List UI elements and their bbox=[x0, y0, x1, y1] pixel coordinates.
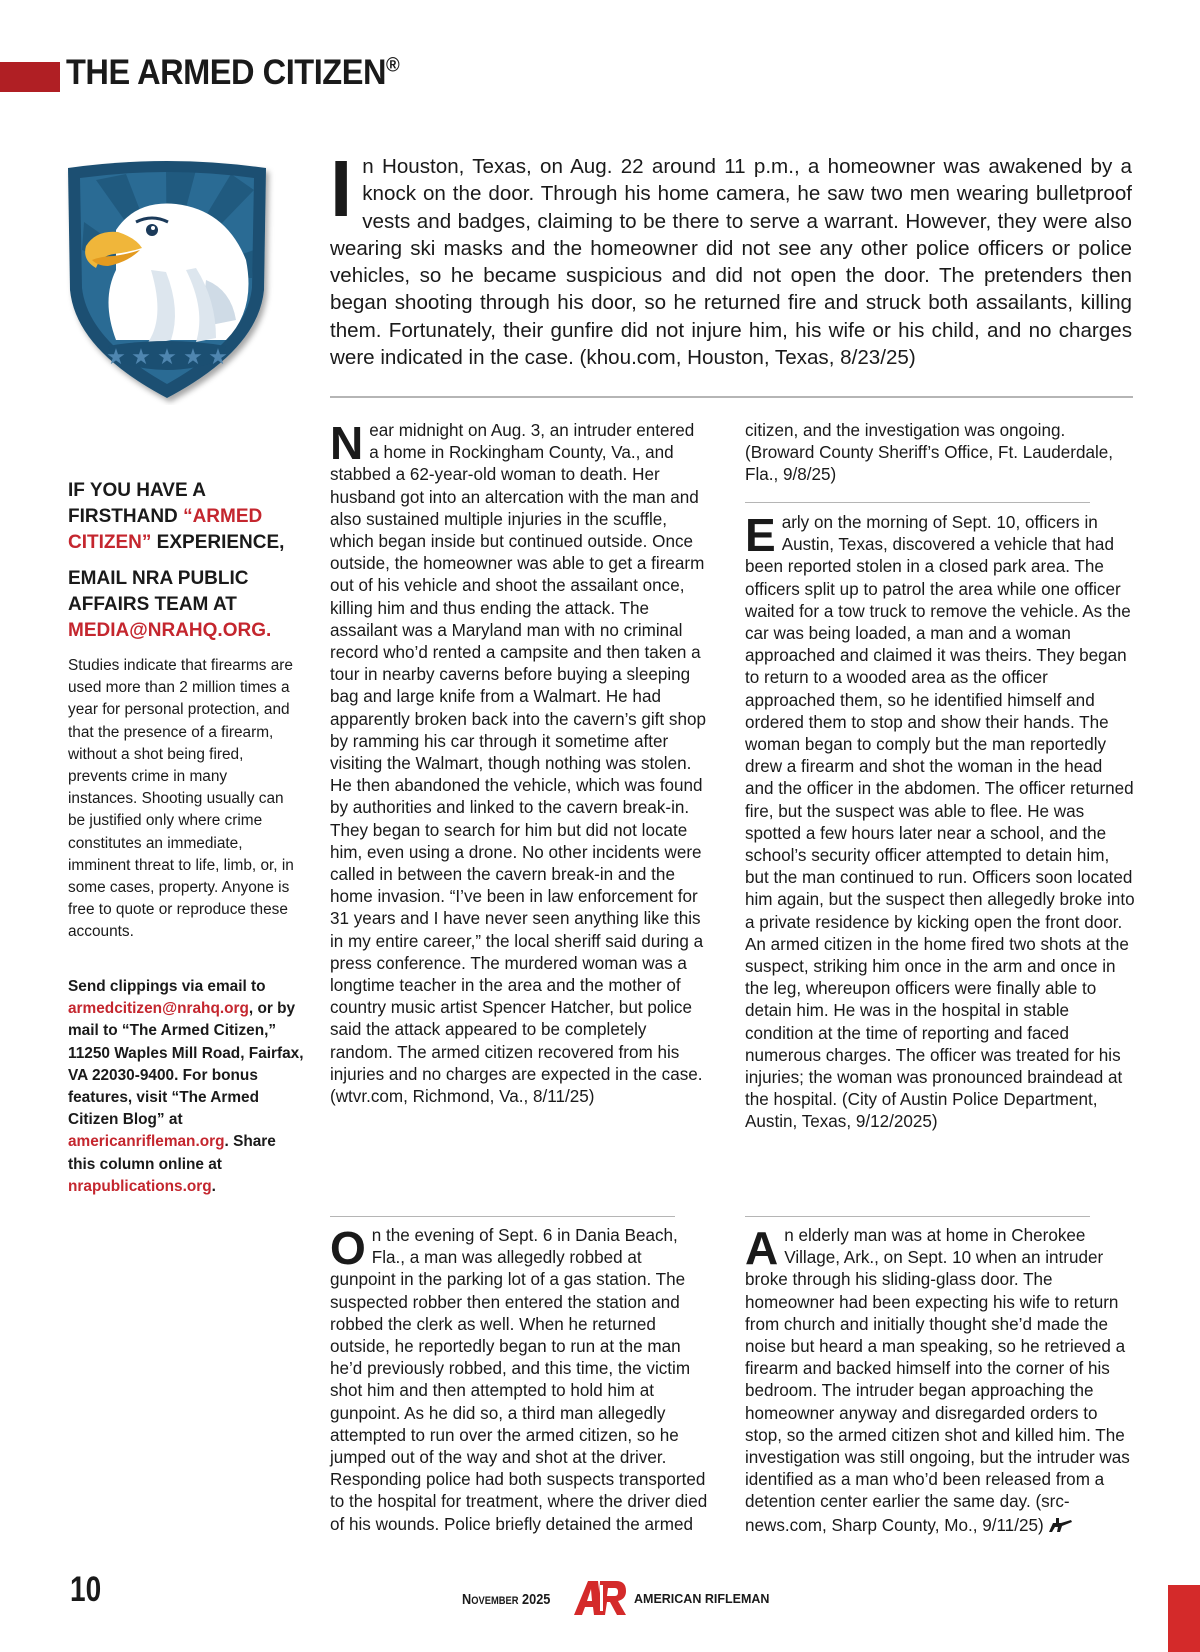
rifleman-end-mark-icon bbox=[1047, 1514, 1073, 1534]
story-dania-beach-continued: citizen, and the investigation was ongoing. (Broward County Sheriff’s Office, Ft. Lauderdale, Fla., 9/8/25) bbox=[745, 421, 1114, 485]
cta-text: EXPERIENCE, bbox=[151, 532, 285, 553]
cta-text: IF YOU HAVE A FIRSTHAND bbox=[68, 480, 206, 527]
americanrifleman-link[interactable]: americanrifleman.org bbox=[68, 1133, 225, 1151]
media-email-link[interactable]: MEDIA@NRAHQ.ORG. bbox=[68, 620, 272, 641]
footer-magazine-name: AMERICAN RIFLEMAN bbox=[634, 1592, 770, 1606]
lead-story bbox=[330, 144, 1132, 371]
page-title: THE ARMED CITIZEN® bbox=[66, 53, 400, 92]
divider bbox=[330, 1216, 675, 1217]
lead-story-text: n Houston, Texas, on Aug. 22 around 11 p.m., a homeowner was awakened by a knock on the door. Through his home camera, he saw two men wearing bulletproof vests and badges, claiming to be there to serve a warrant. However, they were also wearing ski masks and the homeowner did not see any other police officers or police vehicles, so he became suspicious and did not open the door. The pretenders then began shooting through his door, so he returned fire and struck both assailants, killing them. Fortunately, their gunfire did not injure him, his wife or his child, and no charges were indicated in the case. (khou.com, Houston, Texas, 8/23/25) bbox=[330, 155, 1132, 370]
cta-highlight: “ARMED CITIZEN” bbox=[68, 506, 263, 553]
drop-cap: O bbox=[330, 1222, 366, 1274]
page-number: 10 bbox=[70, 1570, 102, 1609]
divider bbox=[745, 502, 1090, 503]
cta-text: EMAIL NRA PUBLIC AFFAIRS TEAM AT bbox=[68, 568, 249, 615]
sidebar-call-to-action bbox=[68, 478, 304, 654]
drop-cap: I bbox=[330, 144, 353, 233]
drop-cap: E bbox=[745, 509, 776, 561]
drop-cap: A bbox=[745, 1222, 779, 1274]
corner-accent-bar bbox=[1168, 1585, 1200, 1652]
svg-text:★: ★ bbox=[183, 345, 203, 370]
divider bbox=[745, 1216, 1090, 1217]
sidebar-disclaimer: Studies indicate that firearms are used more than 2 million times a year for personal protection, and that the presence of a firearm, without a shot being fired, prevents crime in many instances. Shooting usually can be justified only where crime constitutes an immediate, imminent threat to life, limb, or, in some cases, property. Anyone is free to quote or reproduce these accounts. bbox=[68, 657, 294, 941]
nrapublications-link[interactable]: nrapublications.org bbox=[68, 1177, 212, 1195]
svg-text:★: ★ bbox=[131, 345, 151, 370]
eagle-shield-icon bbox=[56, 160, 278, 405]
story-cherokee-village bbox=[745, 1222, 1135, 1537]
story-austin bbox=[745, 509, 1135, 1134]
sidebar-contact: Send clippings via email to armedcitizen@nrahq.org, or by mail to “The Armed Citizen,” 11250 Waples Mill Road, Fairfax, VA 22030-9400. For bonus features, visit “The Armed Citizen Blog” at americanrifleman.org. Share this column online at nrapublications.org. bbox=[68, 978, 304, 1195]
svg-text:★: ★ bbox=[208, 345, 228, 370]
footer-issue-date: November 2025 bbox=[462, 1591, 551, 1608]
svg-text:★: ★ bbox=[157, 345, 177, 370]
armedcitizen-email-link[interactable]: armedcitizen@nrahq.org bbox=[68, 1000, 249, 1018]
story-dania-beach bbox=[330, 1222, 708, 1536]
story-text: arly on the morning of Sept. 10, officers in Austin, Texas, discovered a vehicle that had been reported stolen in a closed park area. The officers split up to patrol the area while one officer waited for a tow truck to remove the vehicle. As the car was being loaded, a man and a woman approached and claimed it was theirs. They began to return to a wooded area as the officer approached them, so he identified himself and ordered them to stop and show their hands. The woman began to comply but the man reportedly drew a firearm and shot the woman in the head and the officer in the abdomen. The officer returned fire, but the suspect was able to flee. He was spotted a few hours later near a school, and the school’s security officer attempted to detain him, but the man continued to run. Officers soon located him again, but the suspect then allegedly broke into a private residence by kicking open the front door. An armed citizen in the home fired two shots at the suspect, striking him once in the arm and once in the leg, whereupon officers were finally able to detain him. He was in the hospital in stable condition at the time of reporting and faced numerous charges. The officer was treated for his injuries; the woman was pronounced braindead at the hospital. (City of Austin Police Department, Austin, Texas, 9/12/2025) bbox=[745, 513, 1135, 1132]
ar-logo-icon bbox=[570, 1577, 630, 1617]
divider bbox=[330, 396, 1133, 398]
story-text: ear midnight on Aug. 3, an intruder entered a home in Rockingham County, Va., and stabbed a 62-year-old woman to death. Her husband got into an altercation with the man and also sustained multiple injuries in the scuffle, which began inside but continued outside. Once outside, the homeowner was able to get a firearm out of his vehicle and shoot the assailant once, killing him and thus ending the attack. The assailant was a Maryland man with no criminal record who’d rented a campsite and then taken a tour in nearby caverns before buying a sleeping bag and large knife from a Walmart. He had apparently broken back into the cavern’s gift shop by ramming his car through it sometime after visiting the Walmart, though nothing was stolen. He then abandoned the vehicle, which was found by authorities and linked to the cavern break-in. They began to search for him but did not locate him, even using a drone. No other incidents were called in between the cavern break-in and the home invasion. “I’ve been in law enforcement for 31 years and I have never seen anything like this in my entire career,” the local sheriff said during a press conference. The murdered woman was a longtime teacher in the area and the mother of country music artist Spencer Hatcher, but police said the attack appeared to be completely random. The armed citizen recovered from his injuries and no charges are expected in the case. (wtvr.com, Richmond, Va., 8/11/25) bbox=[330, 421, 706, 1107]
story-rockingham bbox=[330, 417, 708, 1108]
drop-cap: N bbox=[330, 417, 364, 469]
svg-text:★: ★ bbox=[106, 345, 126, 370]
story-text: n elderly man was at home in Cherokee Village, Ark., on Sept. 10 when an intruder broke through his sliding-glass door. The homeowner had been expecting his wife to return from church and initially thought she’d made the noise but heard a man speaking, so he retrieved a firearm and backed himself into the corner of his bedroom. The intruder began approaching the homeowner anyway and disregarded orders to stop, so the armed citizen shot and killed him. The investigation was still ongoing, but the intruder was identified as a man who’d been released from a detention center earlier the same day. (src-news.com, Sharp County, Mo., 9/11/25) bbox=[745, 1226, 1130, 1535]
story-text: n the evening of Sept. 6 in Dania Beach, Fla., a man was allegedly robbed at gunpoint in the parking lot of a gas station. The suspected robber then entered the station and robbed the clerk as well. When he returned outside, he reportedly began to run at the man he’d previously robbed, and this time, the victim shot him and then attempted to hold him at gunpoint. As he did so, a third man allegedly attempted to run over the armed citizen, so he jumped out of the way and shot at the driver. Responding police had both suspects transported to the hospital for treatment, where the driver died of his wounds. Police briefly detained the armed bbox=[330, 1226, 708, 1534]
header-accent-bar bbox=[0, 62, 60, 92]
